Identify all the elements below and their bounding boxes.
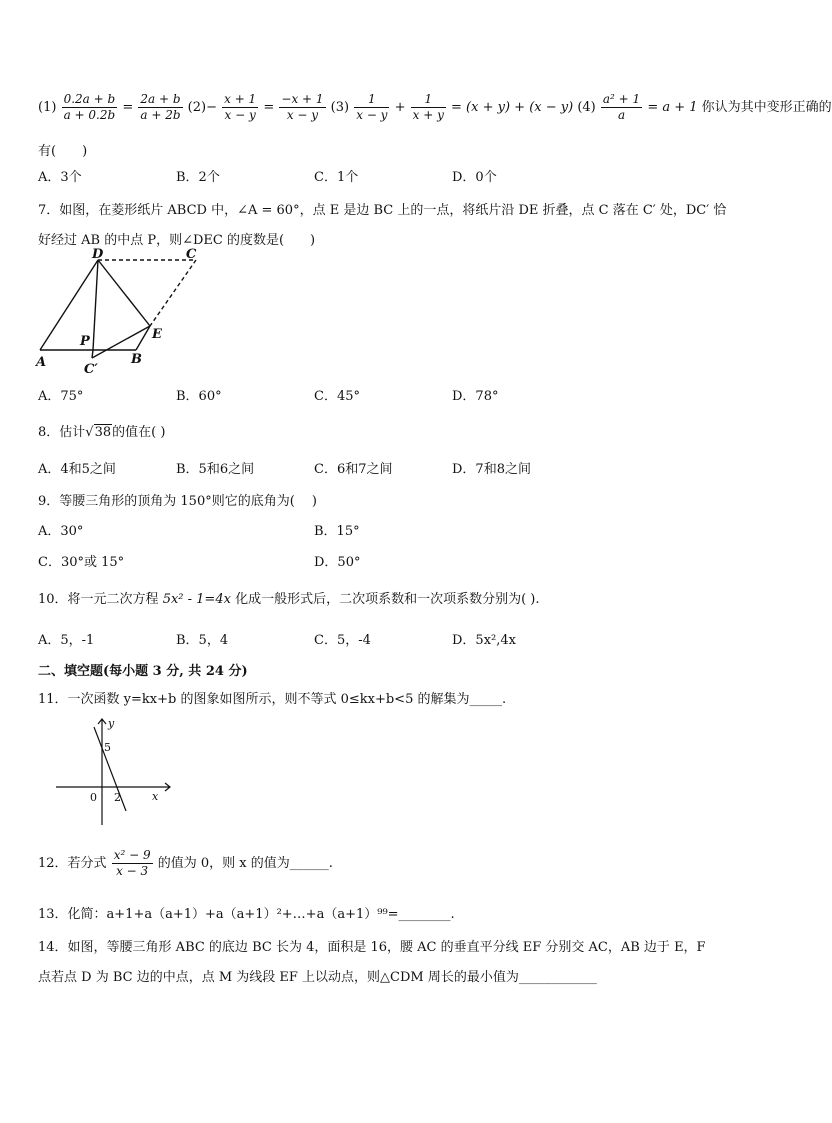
y-label: y (108, 717, 115, 730)
q6-fraction-3: $\frac{x + 1}{x - y}$ (224, 92, 257, 122)
label-p: P (80, 334, 90, 349)
q6-fraction-5: $\frac{1}{x - y}$ (356, 92, 388, 122)
y-intercept-label: 5 (104, 741, 111, 754)
q11-question: 11．一次函数 y=kx+b 的图象如图所示，则不等式 0≤kx+b<5 的解集为_____. (38, 692, 507, 707)
q9-option-a[interactable]: A．30° (38, 524, 84, 539)
label-c-prime: C′ (84, 362, 98, 377)
q7-question-line1: 7．如图，在菱形纸片 ABCD 中，∠A = 60°，点 E 是边 BC 上的一点，将纸片沿 DE 折叠，点 C 落在 C′ 处，DC′ 恰 (38, 203, 727, 218)
q10-question: 10．将一元二次方程 5x² - 1=4x 化成一般形式后，二次项系数和一次项系数分别为( ). (38, 592, 540, 607)
label-d: D (92, 247, 104, 262)
q6-option-b[interactable]: B．2个 (176, 170, 220, 185)
q6-fraction-1: $\frac{0.2a + b}{a + 0.2b}$ (63, 92, 116, 122)
label-b: B (131, 352, 142, 367)
q7-option-a[interactable]: A．75° (38, 389, 84, 404)
q6-fraction-2: $\frac{2a + b}{a + 2b}$ (140, 92, 181, 122)
q8-option-d[interactable]: D．7和8之间 (452, 462, 531, 477)
q8-radicand: 38 (94, 425, 112, 440)
x-label: x (152, 790, 159, 803)
fold-de (98, 260, 150, 326)
q9-option-b[interactable]: B．15° (314, 524, 360, 539)
q6-label-4: (4) (577, 100, 596, 115)
q8-question: 8．估计√38的值在( ) (38, 425, 166, 440)
q6-option-a[interactable]: A．3个 (38, 170, 82, 185)
q6-line2: 有( ) (38, 144, 88, 159)
label-a: A (36, 355, 47, 370)
q6-label-1: (1) (38, 100, 57, 115)
q13-question: 13．化简：a+1+a（a+1）+a（a+1）²+…+a（a+1）⁹⁹=________. (38, 907, 455, 922)
q9-option-c[interactable]: C．30°或 15° (38, 555, 125, 570)
q8-option-a[interactable]: A．4和5之间 (38, 462, 116, 477)
q7-option-c[interactable]: C．45° (314, 389, 360, 404)
q8-option-c[interactable]: C．6和7之间 (314, 462, 393, 477)
q6-fraction-7: $\frac{\text{a² + 1}}{a}$ (602, 92, 641, 122)
q9-option-d[interactable]: D．50° (314, 555, 361, 570)
function-line (94, 727, 126, 811)
q11-linear-graph (52, 715, 182, 827)
q6-option-c[interactable]: C．1个 (314, 170, 359, 185)
q6-fraction-6: $\frac{1}{x + y}$ (412, 92, 444, 122)
origin-label: 0 (90, 791, 97, 804)
segment-dp (93, 260, 98, 350)
q12-fraction: $\frac{\text{x² − 9}}{x - 3}$ (113, 848, 151, 878)
section-2-heading: 二、填空题(每小题 3 分, 共 24 分) (38, 664, 248, 679)
q10-option-d[interactable]: D．5x²,4x (452, 633, 516, 648)
q7-question-line2: 好经过 AB 的中点 P，则∠DEC 的度数是( ) (38, 233, 316, 248)
q9-question: 9．等腰三角形的顶角为 150°则它的底角为( ) (38, 494, 317, 509)
label-e: E (152, 327, 162, 342)
q6-option-d[interactable]: D．0个 (452, 170, 497, 185)
q6-fraction-4: $\frac{-x + 1}{x - y}$ (281, 92, 324, 122)
q6-label-3: (3) (330, 100, 350, 115)
q14-question-line2: 点若点 D 为 BC 边的中点，点 M 为线段 EF 上以动点，则△CDM 周长的最小值为____________ (38, 970, 597, 985)
dashed-ce (150, 260, 196, 326)
q6-label-2: (2)− (187, 100, 217, 115)
q8-option-b[interactable]: B．5和6之间 (176, 462, 255, 477)
q7-rhombus-figure (30, 247, 210, 377)
sqrt-symbol: √ (85, 425, 94, 440)
q10-equation: 5x² - 1=4x (162, 592, 231, 607)
q7-option-b[interactable]: B．60° (176, 389, 222, 404)
x-intercept-label: 2 (114, 791, 121, 804)
q10-option-a[interactable]: A．5，-1 (38, 633, 95, 648)
label-c: C (186, 247, 197, 262)
q6-line1: (1) $\frac{0.2a + b}{a + 0.2b}$ = $\frac{2a + b}{a + 2b}$ (2)− $\frac{x + 1}{x - y}$ = $\frac{-x + 1}{x - y}$ (3) $\frac{1}{x - y}$ + $\frac{1}{x + y}$ = (x + y) + (x − y) (4) $\frac{\text{a² + 1}}{a}$ = a + 1 你认为其中变形正确的 (38, 92, 832, 122)
q12-question: 12．若分式 $\frac{\text{x² − 9}}{x - 3}$ 的值为 0，则 x 的值为______. (38, 848, 333, 878)
q14-question-line1: 14．如图，等腰三角形 ABC 的底边 BC 长为 4，面积是 16，腰 AC 的垂直平分线 EF 分别交 AC，AB 边于 E，F (38, 940, 706, 955)
q7-option-d[interactable]: D．78° (452, 389, 499, 404)
q10-option-b[interactable]: B．5，4 (176, 633, 229, 648)
q10-option-c[interactable]: C．5，-4 (314, 633, 371, 648)
